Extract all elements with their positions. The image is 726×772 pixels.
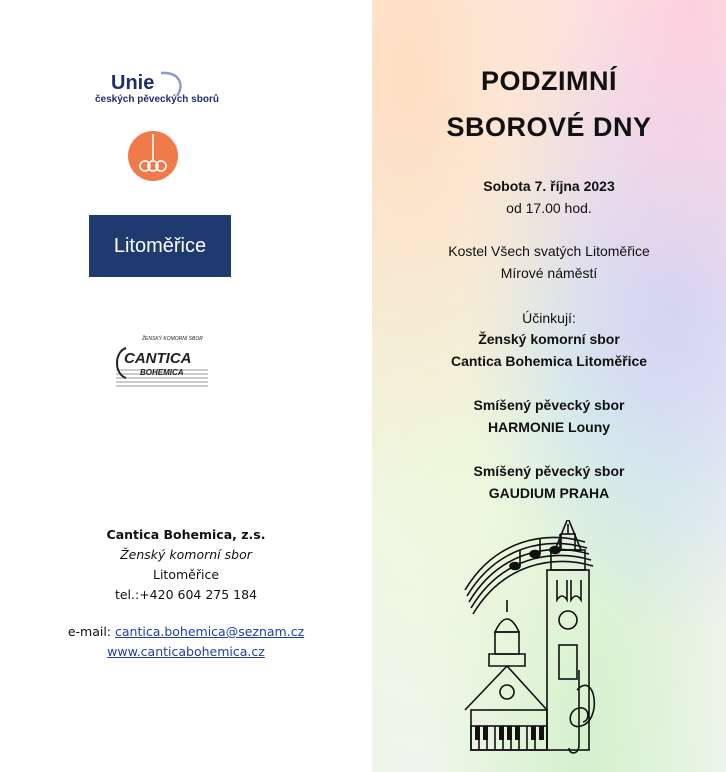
cantica-main-text: CANTICA (124, 350, 192, 367)
event-title-line2: SBOROVÉ DNY (446, 112, 652, 142)
email-label: e-mail: (67, 624, 115, 639)
email-link[interactable]: cantica.bohemica@seznam.cz (115, 624, 305, 639)
contact-org: Cantica Bohemica, z.s. (106, 527, 266, 542)
choir-1-line1: Ženský komorní sbor (478, 331, 620, 347)
performers-label: Účinkují: (522, 310, 576, 326)
choir-3-line1: Smíšený pěvecký sbor (473, 463, 625, 479)
cantica-small-text: ŽENSKÝ KOMORNÍ SBOR (142, 336, 203, 342)
unie-logo (95, 70, 255, 110)
contact-web-line (0, 644, 372, 659)
venue-line2: Mírové náměstí (500, 265, 598, 281)
contact-type: Ženský komorní sbor (120, 547, 252, 562)
cantica-bohemica-logo-icon (112, 330, 212, 394)
choir-2-line2: HARMONIE Louny (487, 419, 611, 435)
event-time: od 17.00 hod. (506, 200, 592, 216)
contact-phone: tel.:+420 604 275 184 (114, 587, 258, 602)
litomerice-logo-text: Litoměřice (113, 234, 207, 257)
cantica-sub-text: BOHEMICA (140, 368, 184, 377)
litomerice-logo (89, 215, 231, 277)
choir-circle-logo-icon (127, 130, 179, 182)
contact-email-line (0, 624, 372, 639)
contact-city: Litoměřice (152, 567, 220, 582)
church-illustration-icon (455, 520, 605, 765)
unie-subtitle: českých pěveckých sborů (95, 94, 219, 105)
choir-2-line1: Smíšený pěvecký sbor (473, 397, 625, 413)
event-title-line1: PODZIMNÍ (481, 66, 617, 96)
choir-3-line2: GAUDIUM PRAHA (488, 485, 610, 501)
web-link[interactable]: www.canticabohemica.cz (107, 644, 265, 659)
choir-1-line2: Cantica Bohemica Litoměřice (450, 353, 648, 369)
unie-title: Unie (111, 72, 155, 94)
event-date: Sobota 7. října 2023 (483, 178, 615, 194)
venue-line1: Kostel Všech svatých Litoměřice (448, 243, 650, 259)
